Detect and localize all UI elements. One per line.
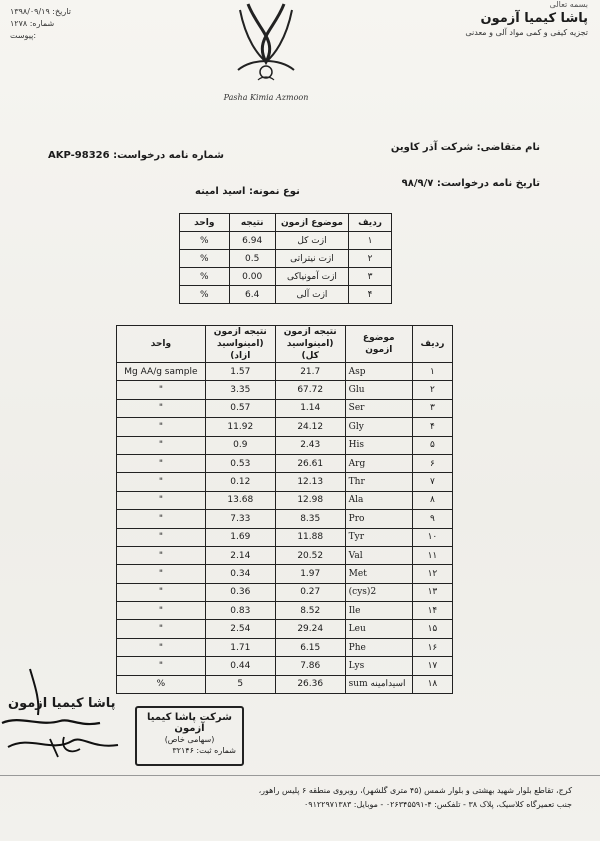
table-row (117, 418, 453, 436)
table-cell: " (117, 565, 206, 583)
column-header: نتیجه (229, 214, 275, 232)
table-cell: 12.13 (275, 473, 345, 491)
table-row (180, 286, 392, 304)
table-row (180, 268, 392, 286)
table-header-row (180, 214, 392, 232)
table-cell: % (180, 286, 230, 304)
table-cell: ۴ (349, 286, 392, 304)
table-cell: 11.92 (205, 418, 275, 436)
table-cell: 26.61 (275, 454, 345, 472)
table-row (117, 565, 453, 583)
table-row (117, 675, 453, 693)
table-cell: 1.71 (205, 638, 275, 656)
table-cell: ۲ (412, 381, 452, 399)
table-cell: His (345, 436, 412, 454)
table-cell: ۵ (412, 436, 452, 454)
table-cell: 0.27 (275, 583, 345, 601)
table-cell: " (117, 546, 206, 564)
table-cell: " (117, 491, 206, 509)
table-cell: 12.98 (275, 491, 345, 509)
table-row (117, 473, 453, 491)
table-cell: 11.88 (275, 528, 345, 546)
table-cell: Glu (345, 381, 412, 399)
table-cell: Gly (345, 418, 412, 436)
table-cell: " (117, 473, 206, 491)
table-row (117, 491, 453, 509)
table-cell: ۶ (412, 454, 452, 472)
company-stamp (135, 706, 244, 766)
table-row (117, 638, 453, 656)
table-row (117, 454, 453, 472)
requester-label: نام متقاضی: (476, 142, 540, 153)
table-cell: " (117, 602, 206, 620)
table-cell: 24.12 (275, 418, 345, 436)
footer (0, 775, 600, 841)
table-cell: Pro (345, 510, 412, 528)
column-header: واحد (117, 326, 206, 363)
table-row (117, 583, 453, 601)
sample-type-row (195, 186, 300, 197)
table-cell: ازت آلی (275, 286, 348, 304)
table-cell: ۱۶ (412, 638, 452, 656)
table-cell: (cys)2 (345, 583, 412, 601)
table-cell: 0.36 (205, 583, 275, 601)
stamp-line-2: (سهامی خاص) (164, 735, 215, 744)
table-cell: 1.14 (275, 399, 345, 417)
table-cell: 0.53 (205, 454, 275, 472)
table-cell: 20.52 (275, 546, 345, 564)
table-cell: 6.94 (229, 232, 275, 250)
table-row (117, 546, 453, 564)
table-cell: ۷ (412, 473, 452, 491)
table-cell: Val (345, 546, 412, 564)
request-number-value: AKP-98326 (48, 150, 110, 161)
table-cell: " (117, 510, 206, 528)
request-date-row (402, 178, 540, 189)
letter-meta-block (10, 6, 130, 42)
table-row (117, 620, 453, 638)
table-cell: Lys (345, 657, 412, 675)
stamp-line-3: شماره ثبت: ۳۲۱۴۶ (172, 746, 236, 755)
company-subtitle: تجزیه کیفی و کمی مواد آلی و معدنی (465, 28, 588, 37)
table-cell: 67.72 (275, 381, 345, 399)
sample-type-value: اسید امینه (195, 186, 246, 197)
signature-company-text: پاشا کیمیا ازمون (8, 696, 116, 711)
column-header: نتیجه ازمون (امینواسید ازاد) (205, 326, 275, 363)
table-cell: ازت نیتراتی (275, 250, 348, 268)
table-cell: ۱۵ (412, 620, 452, 638)
column-header: موضوع ازمون (345, 326, 412, 363)
table-cell: 0.34 (205, 565, 275, 583)
column-header: ردیف (349, 214, 392, 232)
table-cell: sum اسیدامینه (345, 675, 412, 693)
table-cell: ازت آمونیاکی (275, 268, 348, 286)
table-cell: Leu (345, 620, 412, 638)
table-cell: Met (345, 565, 412, 583)
company-top-line: بسمه تعالی (549, 0, 588, 9)
table-cell: ۳ (349, 268, 392, 286)
column-header: واحد (180, 214, 230, 232)
table-cell: ۸ (412, 491, 452, 509)
table-cell: Asp (345, 363, 412, 381)
table-cell: ۳ (412, 399, 452, 417)
table-cell: " (117, 418, 206, 436)
footer-address-line-2: جنب تعمیرگاه کلاسیک، پلاک ۳۸ - تلفکس: ۴-۰۲۶۳۴۵۵۹۱ - موبایل: ۰۹۱۲۲۹۷۱۳۸۳ (303, 800, 572, 809)
logo-lettering: Pasha Kimia Azmoon (223, 93, 309, 102)
table-cell: " (117, 638, 206, 656)
table-cell: ۱۳ (412, 583, 452, 601)
table-cell: ۴ (412, 418, 452, 436)
table-cell: 2.54 (205, 620, 275, 638)
table-cell: " (117, 381, 206, 399)
table-cell: Ile (345, 602, 412, 620)
table-cell: " (117, 620, 206, 638)
table-cell: ۱ (349, 232, 392, 250)
table-cell: 7.86 (275, 657, 345, 675)
column-header: ردیف (412, 326, 452, 363)
column-header: نتیجه ازمون (امینواسید کل) (275, 326, 345, 363)
table-cell: ۹ (412, 510, 452, 528)
table-cell: % (180, 250, 230, 268)
table-cell: ۱۲ (412, 565, 452, 583)
table-cell: 2.14 (205, 546, 275, 564)
table-cell: 0.83 (205, 602, 275, 620)
request-date-value: ۹۸/۹/۷ (401, 178, 434, 189)
table-cell: 29.24 (275, 620, 345, 638)
table-cell: 8.52 (275, 602, 345, 620)
table-row (117, 436, 453, 454)
stamp-line-1: شرکت پاشا کیمیا آزمون (147, 712, 232, 734)
table-cell: ۱۴ (412, 602, 452, 620)
table-cell: Ser (345, 399, 412, 417)
table-cell: " (117, 657, 206, 675)
table-cell: 26.36 (275, 675, 345, 693)
table-cell: " (117, 528, 206, 546)
table-cell: Ala (345, 491, 412, 509)
table-cell: ۱۷ (412, 657, 452, 675)
table-cell: " (117, 454, 206, 472)
table-cell: 2.43 (275, 436, 345, 454)
table-cell: 6.4 (229, 286, 275, 304)
table-cell: 0.57 (205, 399, 275, 417)
table-cell: Phe (345, 638, 412, 656)
table-cell: 5 (205, 675, 275, 693)
table-cell: Thr (345, 473, 412, 491)
company-logo (218, 0, 314, 108)
table-cell: 3.35 (205, 381, 275, 399)
table-row (180, 250, 392, 268)
table-cell: 0.44 (205, 657, 275, 675)
table-cell: % (180, 268, 230, 286)
table-cell: 1.97 (275, 565, 345, 583)
table-cell: 0.00 (229, 268, 275, 286)
table-row (180, 232, 392, 250)
request-number-row (48, 150, 224, 161)
table-cell: % (180, 232, 230, 250)
table-cell: 13.68 (205, 491, 275, 509)
nitrogen-results-table (179, 213, 392, 304)
company-header (418, 0, 588, 37)
table-cell: " (117, 436, 206, 454)
table-row (117, 528, 453, 546)
table-cell: 1.57 (205, 363, 275, 381)
table-cell: 0.12 (205, 473, 275, 491)
table-cell: " (117, 583, 206, 601)
table-cell: % (117, 675, 206, 693)
table-cell: ۱۸ (412, 675, 452, 693)
table-cell: 6.15 (275, 638, 345, 656)
table-cell: Arg (345, 454, 412, 472)
requester-value: شرکت آذر کاوین (390, 142, 474, 153)
sample-type-label: نوع نمونه: (248, 186, 300, 197)
table-cell: 1.69 (205, 528, 275, 546)
amino-acid-results-table (116, 325, 453, 694)
requester-row (391, 142, 540, 153)
table-cell: ۱۱ (412, 546, 452, 564)
table-row (117, 602, 453, 620)
table-row (117, 363, 453, 381)
request-date-label: تاریخ نامه درخواست: (436, 178, 540, 189)
table-cell: ۱۰ (412, 528, 452, 546)
table-cell: 8.35 (275, 510, 345, 528)
table-cell: 21.7 (275, 363, 345, 381)
letter-date: تاریخ: ۱۳۹۸/۰۹/۱۹ (10, 7, 71, 16)
table-cell: ازت کل (275, 232, 348, 250)
handwritten-signature (0, 665, 125, 765)
table-row (117, 657, 453, 675)
letter-attachment: پیوست: (10, 31, 37, 40)
table-cell: 0.5 (229, 250, 275, 268)
table-header-row (117, 326, 453, 363)
letter-number: شماره: ۱۲۷۸ (10, 19, 55, 28)
request-number-label: شماره نامه درخواست: (113, 150, 224, 161)
table-cell: ۲ (349, 250, 392, 268)
table-cell: 0.9 (205, 436, 275, 454)
table-row (117, 510, 453, 528)
table-row (117, 399, 453, 417)
table-row (117, 381, 453, 399)
footer-address-line-1: کرج، تقاطع بلوار شهید بهشتی و بلوار شمس (۴۵ متری گلشهر)، روبروی منطقه ۶ پلیس راهور، (258, 786, 572, 795)
table-cell: 7.33 (205, 510, 275, 528)
table-cell: Mg AA/g sample (117, 363, 206, 381)
table-cell: ۱ (412, 363, 452, 381)
table-cell: Tyr (345, 528, 412, 546)
column-header: موضوع ازمون (275, 214, 348, 232)
table-cell: " (117, 399, 206, 417)
company-name: پاشا کیمیا آزمون (480, 11, 588, 26)
